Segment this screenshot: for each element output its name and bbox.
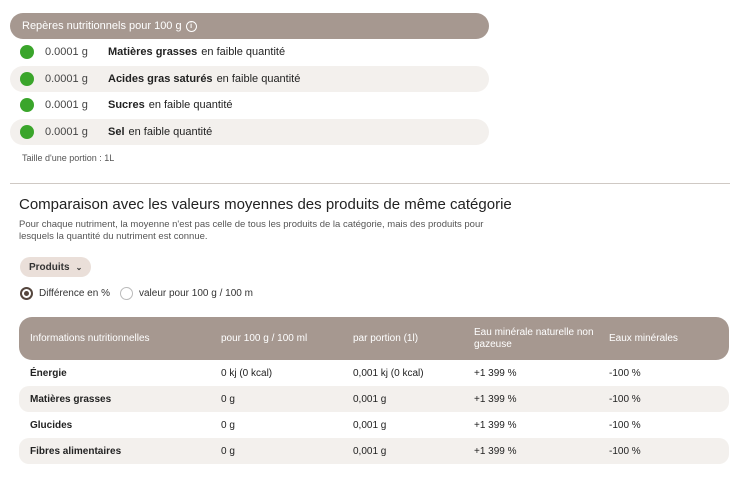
row-natural-diff: +1 399 % <box>474 367 517 379</box>
level-indicator-dot <box>20 125 34 139</box>
row-mineral-diff: -100 % <box>609 419 641 431</box>
table-row <box>19 438 729 464</box>
nutrition-comparison-table <box>19 317 729 464</box>
radio-value-label[interactable]: valeur pour 100 g / 100 m <box>138 288 253 299</box>
radio-difference-percent[interactable] <box>20 287 33 300</box>
row-nutrient-name: Matières grasses <box>30 393 112 405</box>
row-natural-diff: +1 399 % <box>474 393 517 405</box>
nutrient-level-row <box>10 92 489 118</box>
row-per-100g: 0 g <box>221 445 235 457</box>
nutrient-name: Sucres <box>108 99 145 111</box>
table-row <box>19 386 729 412</box>
nutrient-name: Acides gras saturés <box>108 73 213 85</box>
nutrient-quantity: 0.0001 g <box>45 126 88 138</box>
row-per-portion: 0,001 kj (0 kcal) <box>353 367 424 379</box>
row-natural-diff: +1 399 % <box>474 419 517 431</box>
products-dropdown-label: Produits <box>29 261 70 273</box>
row-mineral-diff: -100 % <box>609 393 641 405</box>
nutrient-quantity: 0.0001 g <box>45 46 88 58</box>
nutrient-name: Matières grasses <box>108 46 198 58</box>
row-per-100g: 0 kj (0 kcal) <box>221 367 273 379</box>
header-mineral-waters: Eaux minérales <box>609 332 678 344</box>
row-per-100g: 0 g <box>221 393 235 405</box>
nutrient-level-row <box>10 39 489 65</box>
table-header <box>19 317 729 360</box>
nutrient-level-text: en faible quantité <box>201 46 286 58</box>
comparison-mode-radios <box>20 287 263 300</box>
row-nutrient-name: Glucides <box>30 419 73 431</box>
row-mineral-diff: -100 % <box>609 445 641 457</box>
row-mineral-diff: -100 % <box>609 367 641 379</box>
level-indicator-dot <box>20 72 34 86</box>
nutrient-levels-title: Repères nutritionnels pour 100 g <box>22 20 182 32</box>
nutrient-level-row <box>10 119 489 145</box>
nutrient-quantity: 0.0001 g <box>45 73 88 85</box>
table-row <box>19 360 729 386</box>
header-per-100g: pour 100 g / 100 ml <box>221 332 308 344</box>
portion-size-text: Taille d'une portion : 1L <box>22 153 115 163</box>
row-nutrient-name: Énergie <box>30 367 67 379</box>
level-indicator-dot <box>20 98 34 112</box>
nutrient-level-row <box>10 66 489 92</box>
radio-difference-label[interactable]: Différence en % <box>39 288 110 299</box>
nutrient-name: Sel <box>108 126 125 138</box>
comparison-description: Pour chaque nutriment, la moyenne n'est pas celle de tous les produits de la catégorie, mais des produits pour lesquels la quantité du nutriment est connue. <box>19 219 484 242</box>
row-per-portion: 0,001 g <box>353 393 387 405</box>
level-indicator-dot <box>20 45 34 59</box>
header-per-portion: par portion (1l) <box>353 332 419 344</box>
header-nutrition-info: Informations nutritionnelles <box>30 332 150 344</box>
chevron-down-icon: ⌄ <box>75 262 83 272</box>
row-per-portion: 0,001 g <box>353 419 387 431</box>
row-per-portion: 0,001 g <box>353 445 387 457</box>
nutrient-level-text: en faible quantité <box>216 73 301 85</box>
nutrient-levels-header <box>10 13 489 39</box>
nutrient-level-text: en faible quantité <box>148 99 233 111</box>
row-nutrient-name: Fibres alimentaires <box>30 445 122 457</box>
info-icon[interactable]: i <box>186 21 197 32</box>
nutrient-quantity: 0.0001 g <box>45 99 88 111</box>
radio-value-per-100g[interactable] <box>120 287 133 300</box>
section-divider <box>10 183 730 184</box>
table-row <box>19 412 729 438</box>
comparison-title: Comparaison avec les valeurs moyennes des produits de même catégorie <box>19 196 512 213</box>
products-dropdown[interactable] <box>20 257 91 277</box>
nutrient-level-text: en faible quantité <box>128 126 213 138</box>
header-natural-mineral-water: Eau minérale naturelle non gazeuse <box>474 326 594 350</box>
row-per-100g: 0 g <box>221 419 235 431</box>
row-natural-diff: +1 399 % <box>474 445 517 457</box>
